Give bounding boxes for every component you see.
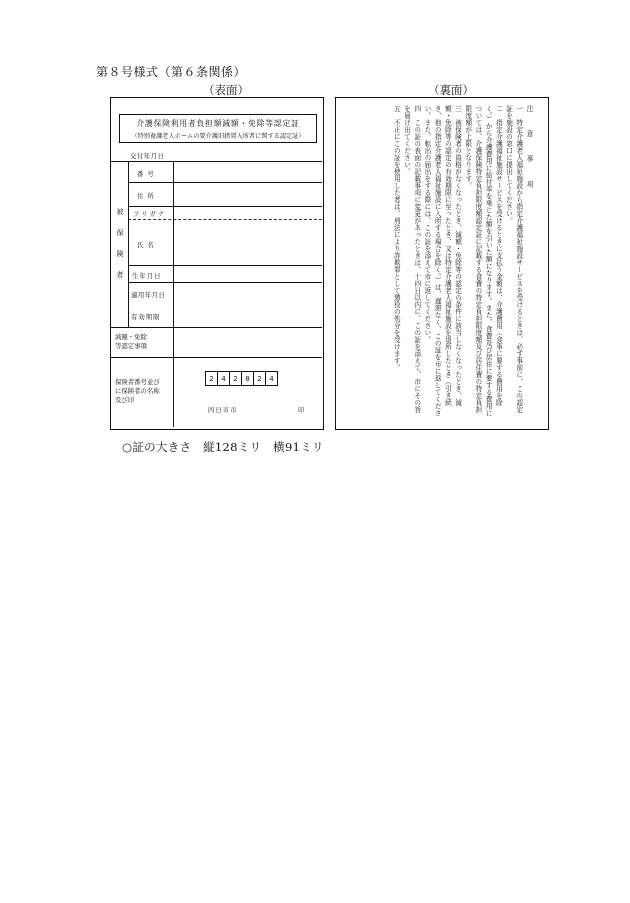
note-item-4: 四 この証の表面の記載事項に変更があったときは、十四日以内に、この証を添えて、市にその旨を届け出てください。 [402,105,421,413]
insurer-digit: 2 [229,371,242,386]
front-side-label: （表面） [203,83,249,97]
certificate-front [110,97,324,430]
form-number-title: 第８号様式（第６条関係） [96,65,247,79]
note-item-2: 二 指定介護福祉施設サービスを受けるときに支払う金額は、介護費用（食事に要する費用を除く。）から介護費用に給付率を乗じた額を引いた額になります。また、食費及び居住に要する費用については、介護保険特定負担限度額認定証に記載する食費の特定負担限度額及び居住費の特定負担限度額が上限となります。 [463,105,503,417]
note-item-5: 五 不正にこの証を使用した者は、刑法により詐欺罪として懲役の処分を受けます。 [392,105,401,371]
applicable-date-label: 適用年月日 [131,291,166,299]
certificate-back [335,97,549,430]
furigana-label: フリガナ [133,210,167,218]
certificate-title-box [119,114,317,143]
birth-date-label: 生年月日 [132,272,162,280]
insured-person-label-2: 保 [116,229,124,237]
number-label: 番号 [137,170,158,178]
insurer-digit: 4 [265,371,278,386]
insured-person-label-4: 者 [116,271,124,279]
expiry-date-label: 有効期限 [131,313,161,321]
back-side-label: （裏面） [428,83,474,97]
insurer-label-3: 及び印 [115,396,135,404]
insurer-digit: 2 [205,371,218,386]
reduction-items-label-2: 等認定事項 [115,342,147,350]
notes-text [344,105,534,417]
insured-person-label-3: 険 [116,250,124,258]
insurer-number-boxes [206,371,278,386]
issue-date-label: 交付年月日 [130,153,165,160]
insurer-digit: 4 [217,371,230,386]
name-label: 氏名 [137,241,158,249]
seal-mark: 印 [298,406,305,414]
insurer-digit: 2 [253,371,266,386]
insurer-label-2: に保険者の名称 [115,387,160,395]
insurer-label [115,378,160,405]
insurer-digit: 0 [241,371,254,386]
notes-title: 注 意 事 項 [525,105,533,194]
certificate-title: 介護保険利用者負担額減額・免除等認定証 [136,119,300,128]
insurer-label-1: 保険者番号並び [115,378,160,386]
note-item-1: 一 特定介護老人福祉施設から指定介護福祉施設サービスを受けるときは、必ず事前に、この認定証を施設の窓口に提出してください。 [504,105,523,413]
certificate-size-note: ○証の大きさ 縦128ミリ 横91ミリ [122,440,324,454]
certificate-subtitle: （特別養護老人ホームの要介護旧措置入所者に関する認定証） [131,133,305,140]
address-label: 住所 [137,192,158,200]
reduction-items-label [115,333,147,351]
insured-person-label: 被 [116,208,124,216]
insurer-city-name: 四日市市 [208,406,238,414]
note-item-3: 三 被保険者の資格がなくなったとき、減額・免除等の認定の条件に該当しなくなったとき、減額・免除等の認定の有効期限に至ったとき、又は特定介護老人福祉施設を退所したとき（引き続き、他の指定介護老人福祉施設に入所する場合を除く。）は、遅滞なく、この証を市に返してください。また、転出の届出をする際には、この証を添えて市に返してください。 [422,105,462,417]
reduction-items-label-1: 減額・免除 [115,333,147,341]
